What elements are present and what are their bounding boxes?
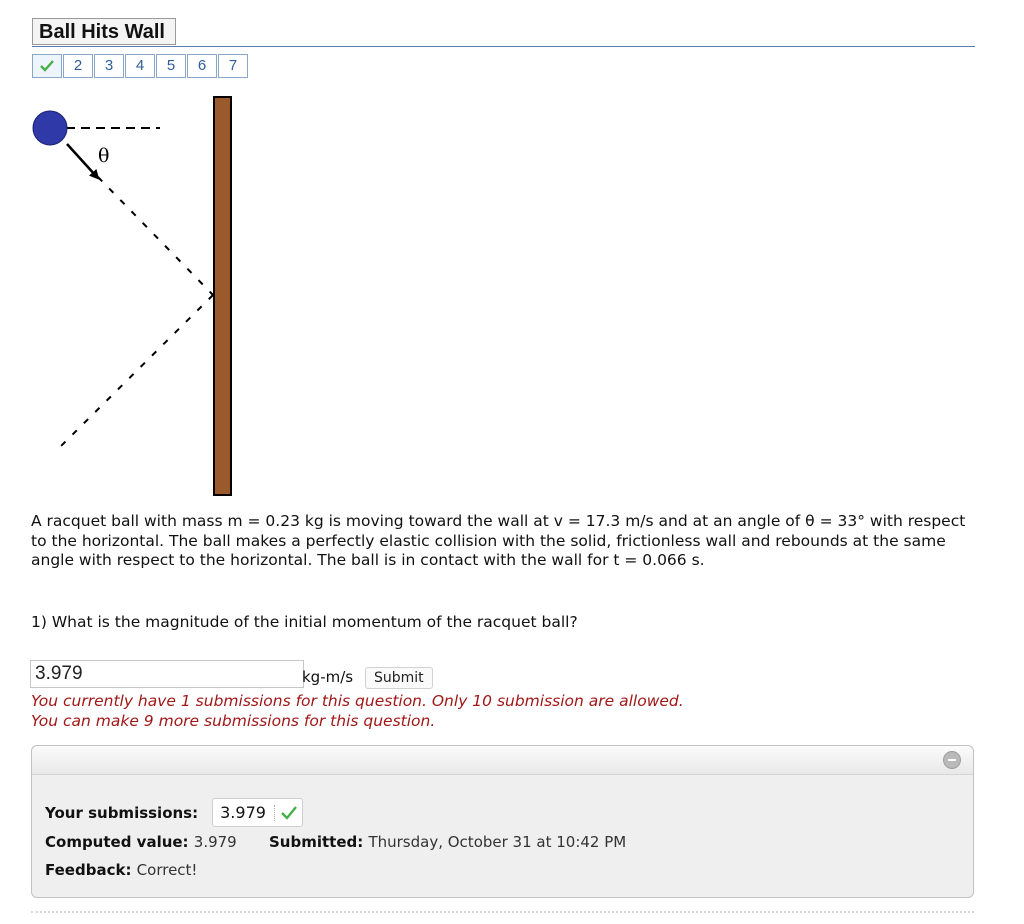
units-label: kg-m/s <box>302 668 354 686</box>
part-1-tab[interactable] <box>32 54 62 78</box>
results-panel-header <box>32 746 973 775</box>
submission-count-text: You currently have 1 submissions for this question. Only 10 submission are allowed. <box>31 692 684 710</box>
submissions-label: Your submissions: <box>45 803 199 822</box>
part-6-tab[interactable]: 6 <box>187 54 217 78</box>
submitted-label: Submitted: <box>269 833 369 851</box>
results-panel <box>31 745 974 898</box>
ball-wall-diagram <box>0 90 260 500</box>
submitted-row <box>269 833 626 851</box>
part-2-tab[interactable]: 2 <box>63 54 93 78</box>
problem-statement: A racquet ball with mass m = 0.23 kg is moving toward the wall at v = 17.3 m/s and at an angle of θ = 33° with respect to the horizontal. The ball makes a perfectly elastic collision with the solid, frictionless wall and rebounds at the same angle with respect to the horizontal. The ball is in contact with the wall for t = 0.066 s. <box>31 512 966 569</box>
checkmark-icon <box>39 59 55 73</box>
submission-entry[interactable] <box>212 798 303 827</box>
velocity-arrow <box>67 144 96 176</box>
part-5-tab[interactable]: 5 <box>156 54 186 78</box>
title-divider <box>32 46 975 47</box>
remaining-submissions-text: You can make 9 more submissions for this question. <box>31 712 436 730</box>
question-text: 1) What is the magnitude of the initial momentum of the racquet ball? <box>31 613 578 631</box>
submit-button[interactable]: Submit <box>365 667 433 689</box>
rebound-path-line <box>60 295 213 447</box>
computed-value: 3.979 <box>193 833 237 851</box>
submission-value: 3.979 <box>220 803 266 822</box>
angle-label: θ <box>98 145 110 167</box>
ball <box>33 111 67 145</box>
problem-title: Ball Hits Wall <box>32 18 176 45</box>
incoming-path-line <box>98 177 213 295</box>
divider <box>274 805 276 821</box>
answer-input[interactable] <box>30 660 304 688</box>
feedback-label: Feedback: <box>45 861 137 879</box>
part-3-tab[interactable]: 3 <box>94 54 124 78</box>
computed-value-label: Computed value: <box>45 833 194 851</box>
bottom-divider <box>31 911 974 913</box>
feedback-value: Correct! <box>136 861 198 879</box>
computed-value-row <box>45 833 237 851</box>
part-4-tab[interactable]: 4 <box>125 54 155 78</box>
wall <box>214 97 231 495</box>
submission-notice <box>31 691 684 731</box>
checkmark-icon <box>280 805 298 821</box>
part-7-tab[interactable]: 7 <box>218 54 248 78</box>
part-navigation <box>32 54 249 78</box>
feedback-row <box>45 861 197 879</box>
submitted-timestamp: Thursday, October 31 at 10:42 PM <box>368 833 627 851</box>
submissions-row <box>45 798 303 827</box>
collapse-icon[interactable] <box>943 751 961 769</box>
